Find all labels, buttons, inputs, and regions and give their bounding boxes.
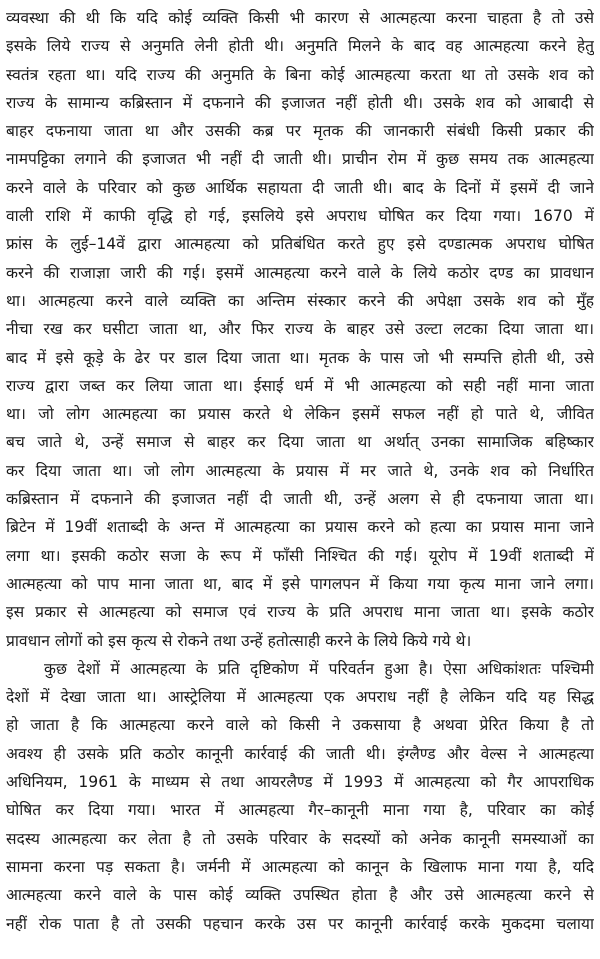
text-line: प्रावधान लोगों को इस कृत्य से रोकने तथा उन्हें हतोत्साही करने के लिये किये गये थे। [6, 631, 472, 650]
text-line: राज्य द्वारा जब्त कर लिया जाता था। ईसाई धर्म में भी आत्महत्या को सही नहीं माना जाता [6, 376, 594, 395]
text-line: हो जाता है कि आत्महत्या करने वाले को किसी ने उकसाया है अथवा प्रेरित किया है तो [6, 716, 594, 735]
text-line: कुछ देशों में आत्महत्या के प्रति दृष्टिकोण में परिवर्तन हुआ है। ऐसा अधिकांशतः पश्चिमी [44, 659, 594, 678]
text-line: था। जो लोग आत्महत्या का प्रयास करते थे लेकिन इसमें सफल नहीं हो पाते थे, जीवित [6, 405, 594, 424]
text-line: बच जाते थे, उन्हें समाज से बाहर कर दिया जाता था अर्थात् उनका सामाजिक बहिष्कार [6, 433, 594, 452]
text-line: नामपट्टिका लगाने की इजाजत भी नहीं दी जाती थी। प्राचीन रोम में कुछ समय तक आत्महत्या [6, 150, 594, 169]
text-line: कर दिया जाता था। जो लोग आत्महत्या के प्रयास में मर जाते थे, उनके शव को निर्धारित [6, 461, 594, 480]
text-line: अवश्य ही उसके प्रति कठोर कानूनी कार्रवाई की जाती थी। इंग्लैण्ड और वेल्स ने आत्महत्या [6, 744, 594, 763]
text-line: राज्य के सामान्य कब्रिस्तान में दफनाने की इजाजत नहीं होती थी। उसके शव को आबादी से [6, 93, 594, 112]
text-line: नीचा रख कर घसीटा जाता था, और फिर राज्य के बाहर उसे उल्टा लटका दिया जाता था। [6, 320, 594, 339]
paragraph-2 [6, 655, 594, 938]
text-line: स्वतंत्र रहता था। यदि राज्य की अनुमति के बिना कोई आत्महत्या करता था तो उसके शव को [6, 65, 594, 84]
text-line: कब्रिस्तान में दफनाने की इजाजत नहीं दी जाती थी, उन्हें अलग से ही दफनाया जाता था। [6, 490, 594, 509]
text-line: करने की राजाज्ञा जारी की गई। इसमें आत्महत्या करने वाले के लिये कठोर दण्ड का प्रावधान [6, 263, 594, 282]
text-line: ब्रिटेन में 19वीं शताब्दी के अन्त में आत्महत्या का प्रयास करने को हत्या का प्रयास माना जाने [6, 518, 594, 537]
text-line: बाद में इसे कूड़े के ढेर पर डाल दिया जाता था। मृतक के पास जो भी सम्पत्ति होती थी, उसे [6, 348, 594, 367]
text-line: घोषित कर दिया गया। भारत में आत्महत्या गैर–कानूनी माना गया है, परिवार का कोई [6, 801, 594, 820]
text-line: बाहर दफनाया जाता था और उसकी कब्र पर मृतक की जानकारी संबंधी किसी प्रकार की [6, 122, 594, 141]
text-line: देशों में देखा जाता था। आस्ट्रेलिया में आत्महत्या एक अपराध नहीं है लेकिन यदि यह सिद्ध [6, 688, 594, 707]
text-line: था। आत्महत्या करने वाले व्यक्ति का अन्तिम संस्कार करने की अपेक्षा उसके शव को मुँह [6, 291, 594, 310]
text-line: लगा था। इसकी कठोर सजा के रूप में फाँसी निश्चित की गई। यूरोप में 19वीं शताब्दी में [6, 546, 594, 565]
text-line: आत्महत्या करने वाले के पास कोई व्यक्ति उपस्थित होता है और उसे आत्महत्या करने से [6, 886, 594, 905]
text-line: सदस्य आत्महत्या कर लेता है तो उसके परिवार के सदस्यों को अनेक कानूनी समस्याओं का [6, 829, 594, 848]
text-line: व्यवस्था की थी कि यदि कोई व्यक्ति किसी भी कारण से आत्महत्या करना चाहता है तो उसे [6, 9, 594, 27]
text-line: करने वाले के परिवार को कुछ आर्थिक सहायता दी जाती थी। बाद के दिनों में इसमें दी जाने [6, 178, 594, 197]
text-line: फ्रांस के लुई–14वें द्वारा आत्महत्या को प्रतिबंधित करते हुए इसे दण्डात्मक अपराध घोषित [6, 235, 594, 254]
text-line: इसके लिये राज्य से अनुमति लेनी होती थी। अनुमति मिलने के बाद वह आत्महत्या करने हेतु [6, 37, 594, 56]
text-line: वाली राशि में काफी वृद्धि हो गई, इसलिये इसे अपराध घोषित कर दिया गया। 1670 में [6, 207, 594, 226]
text-line: सामना करना पड़ सकता है। जर्मनी में आत्महत्या को कानून के खिलाफ माना गया है, यदि [6, 857, 594, 876]
text-line: अधिनियम, 1961 के माध्यम से तथा आयरलैण्ड में 1993 में आत्महत्या को गैर आपराधिक [6, 773, 594, 792]
paragraph-1 [6, 4, 594, 655]
text-line: आत्महत्या को पाप माना जाता था, बाद में इसे पागलपन में किया गया कृत्य माना जाने लगा। [6, 574, 594, 593]
text-line: नहीं रोक पाता है तो उसकी पहचान करके उस पर कानूनी कार्रवाई करके मुकदमा चलाया [6, 914, 594, 933]
text-line: इस प्रकार से आत्महत्या को समाज एवं राज्य के प्रति अपराध माना जाता था। इसके कठोर [6, 603, 594, 622]
